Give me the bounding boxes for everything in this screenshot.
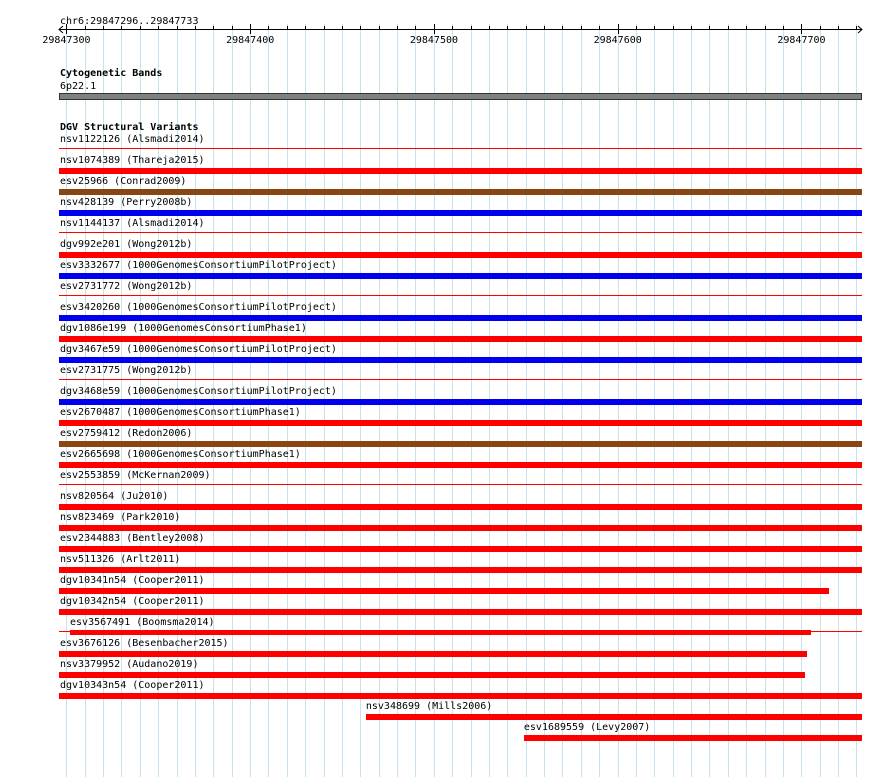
variant-bar[interactable] (59, 672, 805, 678)
variant-label[interactable]: nsv1122126 (Alsmadi2014) (60, 134, 205, 145)
variant-bar[interactable] (59, 484, 862, 485)
variant-bar[interactable] (59, 379, 862, 380)
variant-label[interactable]: esv2759412 (Redon2006) (60, 428, 193, 439)
ruler-tick-label: 29847600 (593, 35, 642, 46)
variant-bar[interactable] (59, 336, 862, 342)
variant-label[interactable]: dgv10341n54 (Cooper2011) (60, 575, 205, 586)
variant-bar[interactable] (59, 252, 862, 258)
variant-bar[interactable] (59, 609, 862, 615)
variant-bar[interactable] (524, 735, 862, 741)
variant-label[interactable]: nsv348699 (Mills2006) (365, 701, 493, 712)
variant-bar[interactable] (59, 693, 862, 699)
variant-label[interactable]: esv3420260 (1000GenomesConsortiumPilotProject) (60, 302, 337, 313)
variant-label[interactable]: nsv1074389 (Thareja2015) (60, 155, 205, 166)
variant-bar[interactable] (59, 232, 862, 233)
variant-label[interactable]: nsv3379952 (Audano2019) (60, 659, 199, 670)
variant-bar[interactable] (59, 210, 862, 216)
coordinate-ruler (0, 24, 890, 34)
variant-bar[interactable] (59, 504, 862, 510)
variant-label[interactable]: nsv511326 (Arlt2011) (60, 554, 181, 565)
dgv-track-title: DGV Structural Variants (60, 122, 199, 133)
variant-extent-line (59, 631, 862, 632)
variant-bar[interactable] (59, 399, 862, 405)
variant-bar[interactable] (59, 315, 862, 321)
variant-bar[interactable] (59, 420, 862, 426)
variant-label[interactable]: dgv10343n54 (Cooper2011) (60, 680, 205, 691)
variant-label[interactable]: esv1689559 (Levy2007) (523, 722, 651, 733)
variant-bar[interactable] (59, 546, 862, 552)
region-label: chr6:29847296..29847733 (60, 16, 199, 27)
variant-label[interactable]: esv3676126 (Besenbacher2015) (60, 638, 229, 649)
variant-bar[interactable] (59, 567, 862, 573)
variant-label[interactable]: dgv1086e199 (1000GenomesConsortiumPhase1) (60, 323, 307, 334)
variant-label[interactable]: esv3567491 (Boomsma2014) (70, 617, 215, 628)
variant-label[interactable]: nsv820564 (Ju2010) (60, 491, 169, 502)
variant-label[interactable]: dgv3468e59 (1000GenomesConsortiumPilotProject) (60, 386, 337, 397)
variant-label[interactable]: esv25966 (Conrad2009) (60, 176, 187, 187)
variant-bar[interactable] (59, 148, 862, 149)
variant-label[interactable]: nsv1144137 (Alsmadi2014) (60, 218, 205, 229)
variant-label[interactable]: nsv428139 (Perry2008b) (60, 197, 193, 208)
ruler-tick-label: 29847400 (226, 35, 275, 46)
variant-label[interactable]: esv2670487 (1000GenomesConsortiumPhase1) (60, 407, 301, 418)
ruler-tick-label: 29847300 (42, 35, 91, 46)
cytoband-label: 6p22.1 (60, 81, 97, 92)
variant-bar[interactable] (59, 588, 829, 594)
variant-label[interactable]: dgv992e201 (Wong2012b) (60, 239, 193, 250)
variant-bar[interactable] (59, 651, 807, 657)
variant-label[interactable]: dgv3467e59 (1000GenomesConsortiumPilotProject) (60, 344, 337, 355)
variant-label[interactable]: esv2665698 (1000GenomesConsortiumPhase1) (60, 449, 301, 460)
ruler-tick-label: 29847700 (777, 35, 826, 46)
variant-bar[interactable] (366, 714, 862, 720)
variant-bar[interactable] (59, 462, 862, 468)
variant-label[interactable]: esv2731772 (Wong2012b) (60, 281, 193, 292)
variant-bar[interactable] (59, 168, 862, 174)
variant-label[interactable]: dgv10342n54 (Cooper2011) (60, 596, 205, 607)
variant-label[interactable]: esv2731775 (Wong2012b) (60, 365, 193, 376)
variant-bar[interactable] (59, 357, 862, 363)
cytoband-bar[interactable] (59, 93, 862, 100)
variant-bar[interactable] (59, 295, 862, 296)
variant-bar[interactable] (59, 441, 862, 447)
variant-bar[interactable] (59, 525, 862, 531)
variant-label[interactable]: nsv823469 (Park2010) (60, 512, 181, 523)
ruler-tick-label: 29847500 (409, 35, 459, 46)
variant-label[interactable]: esv3332677 (1000GenomesConsortiumPilotProject) (60, 260, 337, 271)
variant-label[interactable]: esv2344883 (Bentley2008) (60, 533, 205, 544)
variant-bar[interactable] (59, 189, 862, 195)
variant-label[interactable]: esv2553859 (McKernan2009) (60, 470, 211, 481)
variant-bar[interactable] (59, 273, 862, 279)
cytoband-track-title: Cytogenetic Bands (60, 68, 163, 79)
